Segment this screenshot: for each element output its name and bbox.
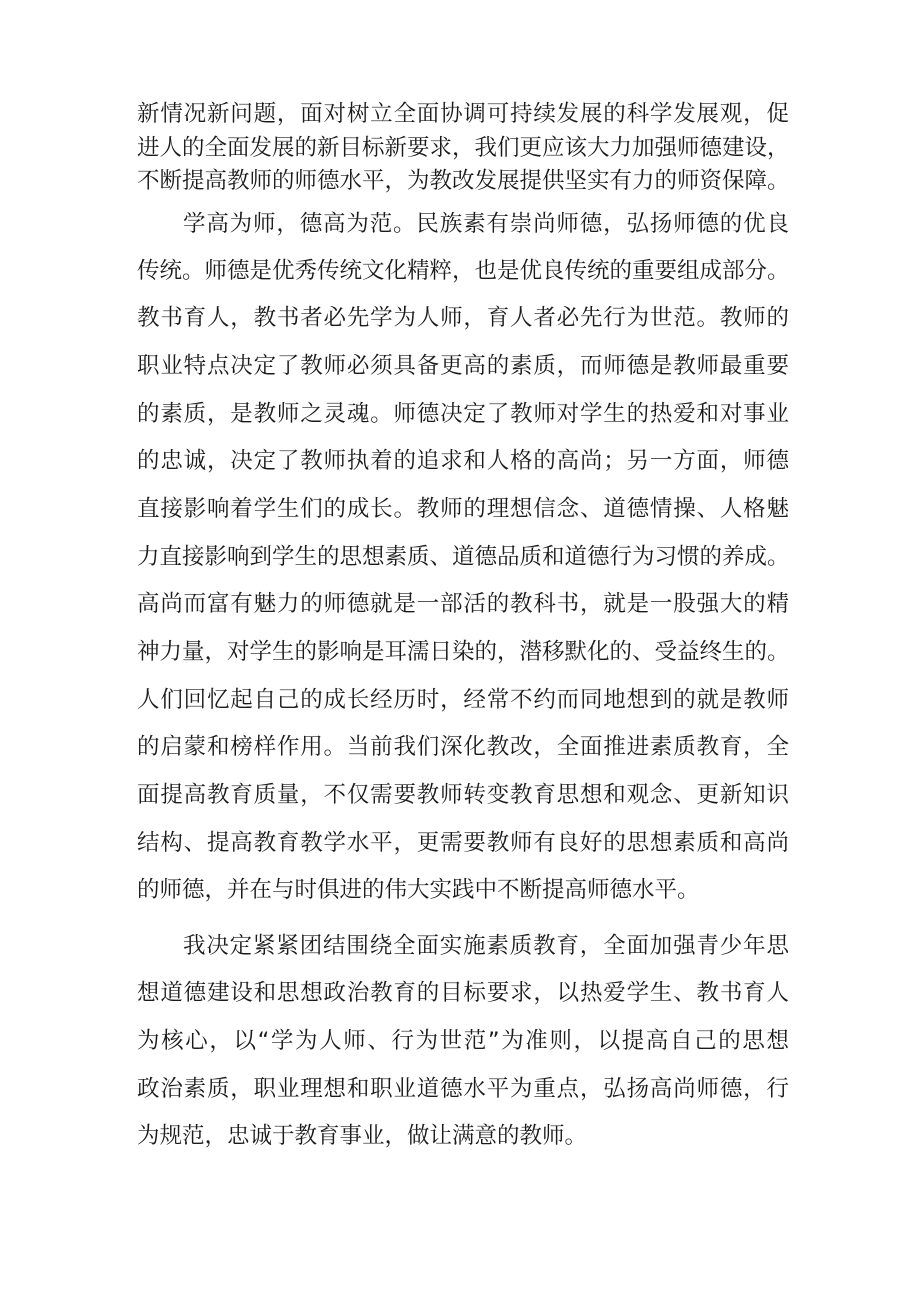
text-line: 为核心，以“学为人师、行为世范”为准则，以提高自己的思想 — [137, 1028, 789, 1054]
text-line: 人们回忆起自己的成长经历时，经常不约而同地想到的就是教师 — [137, 687, 789, 713]
text-line: 高尚而富有魅力的师德就是一部活的教科书，就是一股强大的精 — [137, 591, 789, 617]
text-line: 为规范，忠诚于教育事业，做让满意的教师。 — [137, 1123, 588, 1149]
text-line: 的忠诚，决定了教师执着的追求和人格的高尚；另一方面，师德 — [137, 448, 789, 474]
text-line: 的启蒙和榜样作用。当前我们深化教改，全面推进素质教育，全 — [137, 734, 789, 760]
text-line: 的师德，并在与时俱进的伟大实践中不断提高师德水平。 — [137, 877, 700, 903]
text-line: 神力量，对学生的影响是耳濡日染的，潜移默化的、受益终生的。 — [137, 639, 790, 665]
text-line: 我决定紧紧团结围绕全面实施素质教育，全面加强青少年思 — [183, 933, 789, 959]
text-line: 教书育人，教书者必先学为人师，育人者必先行为世范。教师的 — [137, 305, 789, 331]
text-line: 直接影响着学生们的成长。教师的理想信念、道德情操、人格魅 — [137, 496, 789, 522]
text-line: 不断提高教师的师德水平，为教改发展提供坚实有力的师资保障。 — [137, 168, 790, 194]
text-line: 结构、提高教育教学水平，更需要教师有良好的思想素质和高尚 — [137, 830, 789, 856]
text-line: 想道德建设和思想政治教育的目标要求，以热爱学生、教书育人 — [137, 980, 789, 1006]
text-line: 新情况新问题，面对树立全面协调可持续发展的科学发展观，促 — [137, 101, 789, 127]
text-line: 政治素质，职业理想和职业道德水平为重点，弘扬高尚师德，行 — [137, 1076, 789, 1102]
text-line: 学高为师，德高为范。民族素有崇尚师德，弘扬师德的优良 — [183, 211, 789, 237]
text-line: 面提高教育质量，不仅需要教师转变教育思想和观念、更新知识 — [137, 782, 789, 808]
text-line: 力直接影响到学生的思想素质、道德品质和道德行为习惯的养成。 — [137, 544, 790, 570]
text-line: 职业特点决定了教师必须具备更高的素质，而师德是教师最重要 — [137, 353, 789, 379]
text-line: 进人的全面发展的新目标新要求，我们更应该大力加强师德建设， — [137, 135, 790, 161]
text-line: 的素质，是教师之灵魂。师德决定了教师对学生的热爱和对事业 — [137, 401, 789, 427]
text-line: 传统。师德是优秀传统文化精粹，也是优良传统的重要组成部分。 — [137, 258, 790, 284]
